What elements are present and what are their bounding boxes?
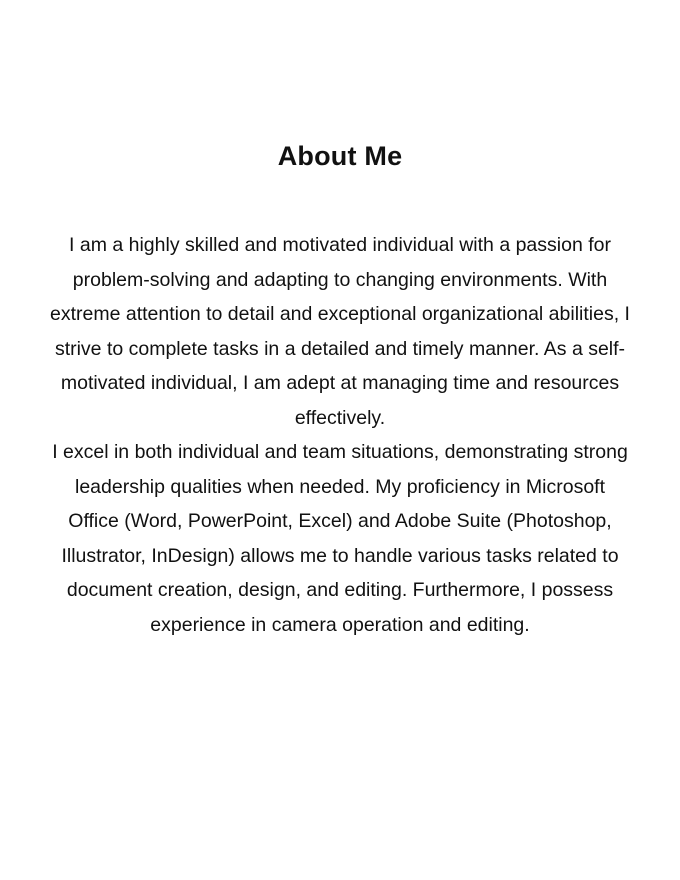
page-title: About Me bbox=[277, 141, 403, 171]
about-me-body bbox=[50, 228, 630, 642]
paragraph-intro: I am a highly skilled and motivated individual with a passion for problem-solving and adapting to changing environments. With extreme attention to detail and exceptional organizational abilities, I strive to complete tasks in a detailed and timely manner. As a self-motivated individual, I am adept at managing time and resources effectively. bbox=[50, 234, 630, 429]
paragraph-skills: I excel in both individual and team situations, demonstrating strong leadership qualities when needed. My proficiency in Microsoft Office (Word, PowerPoint, Excel) and Adobe Suite (Photoshop, Illustrator, InDesign) allows me to handle various tasks related to document creation, design, and editing. Furthermore, I possess experience in camera operation and editing. bbox=[52, 441, 628, 636]
